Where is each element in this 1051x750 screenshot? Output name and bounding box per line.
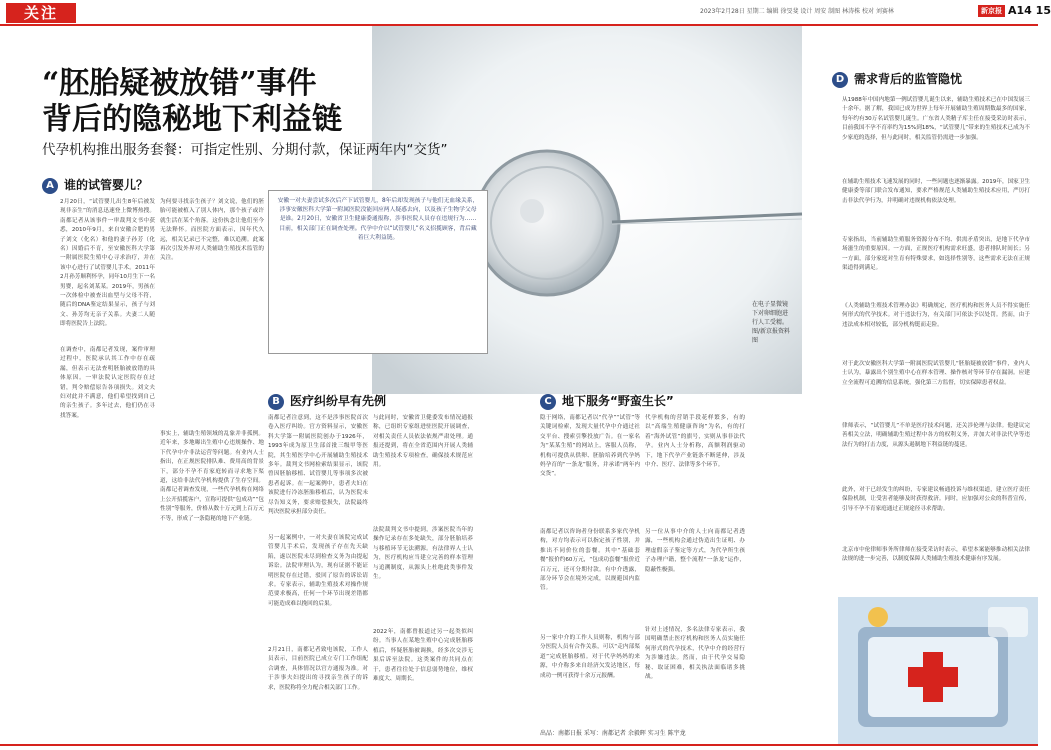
column-c6: 针对上述情况，多名法律专家表示，我国明确禁止医疗机构和医务人员实施任何形式的代孕技术，代孕中介的经营行为涉嫌违法。然而，由于代孕交易隐秘、取证困难，相关执法面临诸多挑战。: [645, 627, 745, 681]
section-tag: 关注: [6, 3, 76, 23]
subheadline: 代孕机构推出服务套餐：可指定性别、分期付款，保证两年内“交货”: [42, 142, 448, 158]
medical-kit-photo: [838, 597, 1038, 744]
column-c5: 另一位从事中介的人士向南都记者透露，一些机构会通过伪造出生证明、办理虚假亲子鉴定等方式，为代孕所生孩子办理户籍，整个流程“一条龙”运作，隐蔽性极强。: [645, 529, 745, 573]
column-c2: 南都记者以咨询者身份联系多家代孕机构，对方均表示可以指定孩子性别，并推出不同价位的套餐。其中“基础套餐”报价约60万元，“包成功套餐”报价近百万元，还可分期付款。有中介透露，部分环节会在境外完成，以规避国内监管。: [540, 529, 640, 592]
headline-line-2: 背后的隐秘地下利益链: [42, 102, 342, 137]
section-c-label: 地下服务“野蛮生长”: [562, 394, 674, 408]
column-b5: 法院裁判文书中提到，涉案医院当年的操作记录存在多处缺失，部分胚胎培养与移植环节无法溯源。有法律界人士认为，医疗机构应当建立完善的样本管理与追溯制度，从源头上杜绝此类事件发生。: [373, 527, 473, 581]
column-d1: 从1988年中国内地第一例试管婴儿诞生以来，辅助生殖技术已在中国发展三十余年。据了解，我国已成为世界上每年开展辅助生殖周期数最多的国家，每年约有30万名试管婴儿诞生。广东省人类精子库主任在接受采访时表示，目前我国不孕不育率约为15%到18%，“试管婴儿”带来的生殖技术已成为不少家庭的选择，但与此同时，相关监管仍需进一步加强。: [842, 97, 1030, 141]
section-b-icon: B: [268, 394, 284, 410]
column-d8: 北京市中伦律师事务所律师在接受采访时表示，希望本案能够推动相关法律法规的进一步完善，以制度保障人类辅助生殖技术健康有序发展。: [842, 547, 1030, 563]
column-a4: 事实上，辅助生殖领域的乱象并非孤例。近年来，多地曝出生殖中心违规操作、地下代孕中介非法运营等问题。有业内人士指出，在正规医院排队难、费用高的背景下，部分不孕不育家庭转而寻求地下渠道，这给非法代孕机构提供了生存空间。南都记者调查发现，一些代孕机构在网络上公开招揽客户，宣称可提供“包成功”“包性别”等服务，价格从数十万元到上百万元不等，形成了一条隐秘的地下产业链。: [160, 431, 264, 522]
photo-caption: 在电子显微镜下对卵细胞进行人工受精。 图/新京报资料图: [752, 301, 791, 344]
page-badge: 新京报: [978, 5, 1005, 17]
column-c4: 代孕机构的营销手段花样繁多，有的以“高端生殖健康咨询”为名，有的打着“海外试管”的旗号，实则从事非法代孕。业内人士分析称，高额利润驱动下，地下代孕产业链条不断延伸，涉及中介、医疗、法律等多个环节。: [645, 415, 745, 469]
column-a3: 为何要寻找亲生孩子？刘文说，他们的胚胎可能被植入了别人体内，那个孩子或许就生活在某个角落。这份执念让他们至今无法释怀。而医院方面表示，因年代久远，相关记录已不完整，难以追溯。此案再次引发外界对人类辅助生殖技术监管的关注。: [160, 199, 264, 262]
column-b1: 南都记者注意到，这不是涉事医院首次卷入医疗纠纷。官方资料显示，安徽医科大学第一附属医院创办于1926年，1993年成为原卫生部首批三级甲等医院，其生殖医学中心开展辅助生殖技术多年。裁判文书网检索结果显示，该院曾因胚胎移植、试管婴儿等事项多次被患者起诉。在一起案例中，患者夫妇在该院进行冷冻胚胎移植后，认为医院未尽告知义务，要求赔偿损失，法院最终判决医院承担部分责任。: [268, 415, 368, 516]
column-d5: 对于此次安徽医科大学第一附属医院试管婴儿“胚胎疑被放错”事件，业内人士认为，暴露出个别生殖中心在样本管理、操作核对等环节存在漏洞。应建立全流程可追溯的信息系统，强化第三方监督，切实保障患者权益。: [842, 361, 1030, 386]
column-b3: 2月21日，南都记者致电该院，工作人员表示，目前医院已成立专门工作组配合调查，具体情况以官方通报为准。对于涉事夫妇提出的寻找亲生孩子的诉求，医院称将全力配合相关部门工作。: [268, 647, 368, 691]
page-num: 15: [1035, 4, 1051, 17]
headline: [42, 66, 562, 138]
callout-box: [268, 190, 488, 354]
section-b-label: 医疗纠纷早有先例: [290, 394, 387, 408]
headline-line-1: “胚胎疑被放错”事件: [42, 66, 317, 101]
page-code: A14: [1008, 4, 1032, 17]
section-a-icon: A: [42, 178, 58, 194]
column-d3: 专家指出，当前辅助生殖服务资源分布不均、供需矛盾突出，是地下代孕市场滋生的重要原因。一方面，正规医疗机构需求旺盛，患者排队时间长；另一方面，部分家庭对生育有特殊要求，如选择性别等，这些需求无法在正规渠道得到满足。: [842, 237, 1030, 272]
section-d-icon: D: [832, 72, 848, 88]
column-a2: 在调查中，南都记者发现，案件审理过程中，医院承认其工作中存在疏漏，但表示无法查明胚胎被放错的具体原因。一审法院认定医院存在过错，判令赔偿原告各项损失。刘文夫妇对此并不满意，他们希望找到自己的亲生孩子。多年过去，他们仍在寻找答案。: [60, 347, 155, 419]
article-credits: 出品：南都日报 采写：南都记者 余毅晖 实习生 陈宇龙: [540, 730, 686, 737]
dateline: 2023年2月28日 星期二 编辑 徐旻斐 设计 周安 制图 林涛株 校对 刘赛林: [700, 8, 894, 15]
column-b6: 2022年，南都曾报道过另一起类似纠纷。当事人在某地生殖中心完成胚胎移植后，怀疑胚胎被调换，经多次交涉无果后诉至法院。这类案件的共同点在于，患者往往处于信息弱势地位，维权难度大、周期长。: [373, 629, 473, 683]
section-c-title: [540, 392, 674, 410]
column-d7: 此外，对于已经发生的纠纷，专家建议畅通投诉与维权渠道，建立医疗责任保险机制，让受害者能够及时获得救济。同时，应加强对公众的科普宣传，引导不孕不育家庭通过正规途径寻求帮助。: [842, 487, 1030, 512]
section-d-title: [832, 70, 962, 88]
section-c-icon: C: [540, 394, 556, 410]
column-d2: 在辅助生殖技术飞速发展的同时，一些问题也逐渐暴露。2019年，国家卫生健康委等部门联合发布通知，要求严格规范人类辅助生殖技术应用，严厉打击非法代孕行为，并明确对违规机构依法处理。: [842, 179, 1030, 204]
column-d4: 《人类辅助生殖技术管理办法》明确规定，医疗机构和医务人员不得实施任何形式的代孕技术。对于违法行为，有关部门可依法予以处罚。然而，由于违法成本相对较低，部分机构铤而走险。: [842, 303, 1030, 328]
bottom-rule: [0, 744, 1038, 746]
section-d-label: 需求背后的监管隐忧: [854, 72, 963, 86]
section-a-title: [42, 176, 148, 194]
column-b2: 另一起案例中，一对夫妻在该院完成试管婴儿手术后，发现孩子存在先天缺陷，遂以医院未尽到检查义务为由提起诉讼。法院审理认为，现有证据不能证明医院存在过错，驳回了原告的诉讼请求。专家表示，辅助生殖技术对操作规范要求极高，任何一个环节出现差错都可能造成难以挽回的后果。: [268, 535, 368, 607]
column-d6: 律师表示，“试管婴儿”不单是医疗技术问题，还关涉伦理与法律。他建议完善相关立法，明确辅助生殖过程中各方的权利义务，并加大对非法代孕等违法行为的打击力度，从源头遏制地下利益链的蔓延。: [842, 423, 1030, 448]
section-a-label: 谁的试管婴儿？: [64, 178, 149, 192]
callout-text: 安徽一对夫妻尝试多次后产下试管婴儿，8年后却发现孩子与他们无血缘关系，涉事安徽医科大学第一附属医院没能回应两人疑惑去向，以及孩子生物学父母是谁。2月20日，安徽省卫生健康委通报称，涉事医院人员存在违规行为……目前，相关部门正在调查处理。代孕中介以“试管婴儿”名义招揽顾客，背后藏着巨大利益链。: [277, 198, 479, 241]
column-b4: 与此同时，安徽省卫健委发布情况通报称，已组织专家组进驻医院开展调查，对相关责任人员依法依规严肃处理。通报还提到，将在全省范围内开展人类辅助生殖技术专项检查，确保技术规范应用。: [373, 415, 473, 469]
page-number: [978, 4, 1051, 17]
column-c1: 隐于网络，南都记者以“代孕”“试管”等关键词检索，发现大量代孕中介通过社交平台、搜索引擎投放广告。在一家名为“某某生殖”的网站上，客服人员称，机构可提供从供卵、胚胎培养到代孕妈妈孕育的“一条龙”服务，并承诺“两年内交货”。: [540, 415, 640, 478]
section-b-title: [268, 392, 386, 410]
column-c3: 另一家中介的工作人员则称，机构与部分医院人员有合作关系，可以“走内部渠道”完成胚胎移植。对于代孕妈妈的来源，中介称多来自经济欠发达地区，每成功一例可获得十余万元报酬。: [540, 635, 640, 679]
column-a1: 2月20日，“试管婴儿出生8年后被发现非亲生”的消息迅速登上微博热搜。南都记者从该事件一审裁判文书中获悉，2010年9月，来自安徽合肥的男子刘文（化名）和他的妻子孙芳（化名）因婚后不育，至安徽医科大学第一附属医院生殖中心寻求治疗，并在该中心进行了试管婴儿手术。2011年2月孙芳顺利怀孕，同年10月生下一名男婴，起名刘某某。2019年，男孩在一次体检中被查出血型与父母不符，随后的DNA鉴定结果显示，孩子与刘文、孙芳均无亲子关系。夫妻二人随即将医院告上法院。: [60, 199, 155, 328]
